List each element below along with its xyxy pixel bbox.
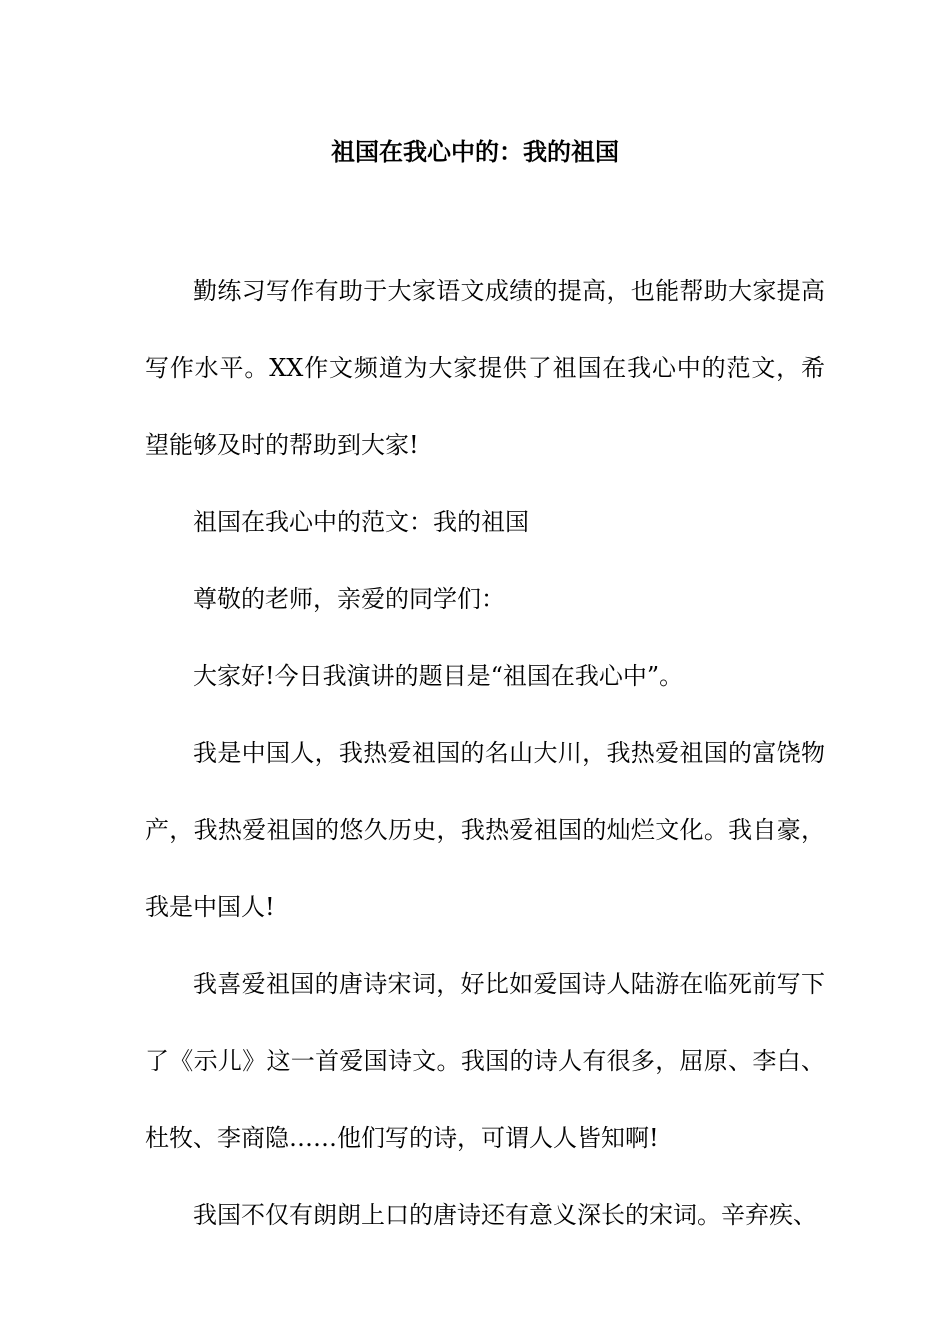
paragraph-subtitle: 祖国在我心中的范文：我的祖国 [193,508,529,536]
paragraph-greeting: 大家好!今日我演讲的题目是“祖国在我心中”。 [193,662,684,690]
document-title: 祖国在我心中的：我的祖国 [331,137,619,166]
paragraph-tang-poetry: 我喜爱祖国的唐诗宋词，好比如爱国诗人陆游在临死前写下了《示儿》这一首爱国诗文。我国的诗人有很多，屈原、李白、杜牧、李商隐……他们写的诗，可谓人人皆知啊! [145,970,825,1152]
document-body [145,253,825,1254]
paragraph-salutation: 尊敬的老师，亲爱的同学们： [193,585,505,613]
paragraph-song-ci: 我国不仅有朗朗上口的唐诗还有意义深长的宋词。辛弃疾、 [193,1201,817,1229]
paragraph-chinese-pride: 我是中国人，我热爱祖国的名山大川，我热爱祖国的富饶物产，我热爱祖国的悠久历史，我热爱祖国的灿烂文化。我自豪，我是中国人! [145,739,825,921]
paragraph-intro: 勤练习写作有助于大家语文成绩的提高，也能帮助大家提高写作水平。XX作文频道为大家提供了祖国在我心中的范文，希望能够及时的帮助到大家! [145,277,825,459]
